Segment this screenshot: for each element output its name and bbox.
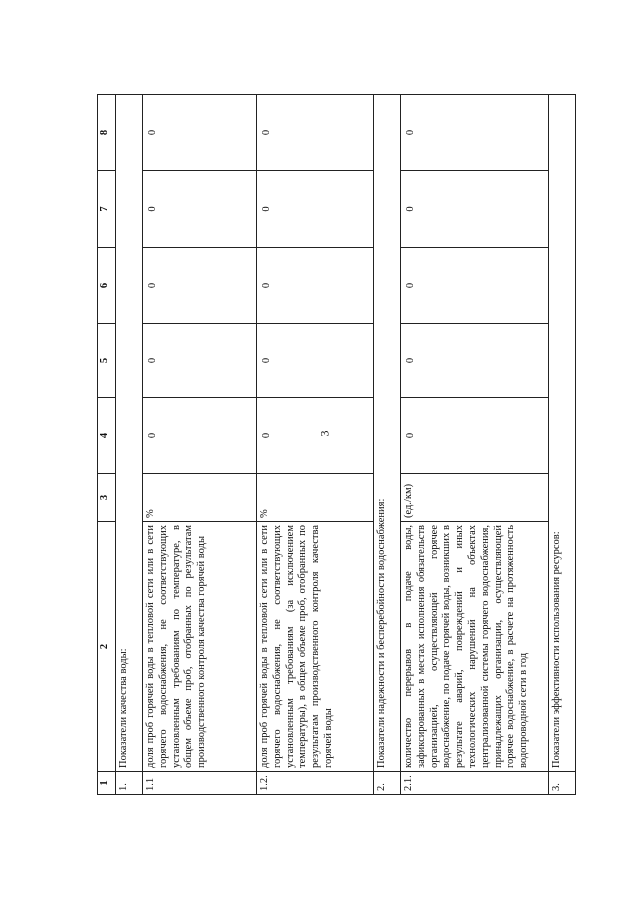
row-number: 1.1: [143, 772, 257, 795]
table-row-2-1: [401, 95, 549, 795]
header-cell: 6: [98, 248, 116, 324]
header-cell: 4: [98, 398, 116, 474]
row-unit: %: [143, 474, 257, 522]
row-value: 0: [401, 95, 549, 171]
header-cell: 3: [98, 474, 116, 522]
row-value: 0: [401, 324, 549, 398]
row-description: доля проб горячей воды в тепловой сети или в сети горячего водоснабжения, не соответствующих установленным требованиям по температуре, в общем объеме проб, отобранных по результатам производственного контроля качества горячей воды: [143, 522, 257, 772]
row-description: доля проб горячей воды в тепловой сети или в сети горячего водоснабжения, не соответствующих установленным требованиям (за исключением температуры), в общем объеме проб, отобранных по результатам производственного контроля качества горячей воды: [257, 522, 374, 772]
row-unit: (ед./км): [401, 474, 549, 522]
rotated-table-container: [97, 95, 562, 795]
row-description: количество перерывов в подаче воды, зафиксированных в местах исполнения обязательств организацией, осуществляющей горячее водоснабжение, по подаче горячей воды, возникших в результате аварий, повреждений и иных технологических нарушений на объектах централизованной системы горячего водоснабжения, принадлежащих организации, осуществляющей горячее водоснабжение, в расчете на протяженность водопроводной сети в год: [401, 522, 549, 772]
table-header-row: [98, 95, 116, 795]
header-cell: 2: [98, 522, 116, 772]
header-cell: 7: [98, 171, 116, 248]
row-value: 0: [401, 248, 549, 324]
section-row-water-quality: [116, 95, 143, 795]
section-number: 1.: [116, 772, 143, 795]
row-number: 1.2.: [257, 772, 374, 795]
table-row-1-2: [257, 95, 374, 795]
section-title: Показатели эффективности использования ресурсов:: [549, 95, 576, 772]
section-title: Показатели качества воды:: [116, 95, 143, 772]
section-number: 2.: [374, 772, 401, 795]
row-unit: %: [257, 474, 374, 522]
section-row-reliability: [374, 95, 401, 795]
row-value: 0: [143, 171, 257, 248]
section-row-efficiency: [549, 95, 576, 795]
row-value: 0: [143, 95, 257, 171]
row-value: 0: [257, 171, 374, 248]
row-value: 0: [257, 248, 374, 324]
row-value: 0: [257, 324, 374, 398]
row-number: 2.1.: [401, 772, 549, 795]
row-value: 0: [401, 398, 549, 474]
header-cell: 5: [98, 324, 116, 398]
row-value: 0: [257, 95, 374, 171]
row-value: 0: [143, 248, 257, 324]
header-cell: 8: [98, 95, 116, 171]
section-number: 3.: [549, 772, 576, 795]
indicators-table: [97, 94, 576, 795]
table-row-1-1: [143, 95, 257, 795]
header-cell: 1: [98, 772, 116, 795]
row-value: 0: [401, 171, 549, 248]
row-value: 0: [257, 398, 374, 474]
row-value: 0: [143, 398, 257, 474]
page-number: 3: [317, 430, 332, 437]
section-title: Показатели надежности и бесперебойности водоснабжения:: [374, 95, 401, 772]
row-value: 0: [143, 324, 257, 398]
